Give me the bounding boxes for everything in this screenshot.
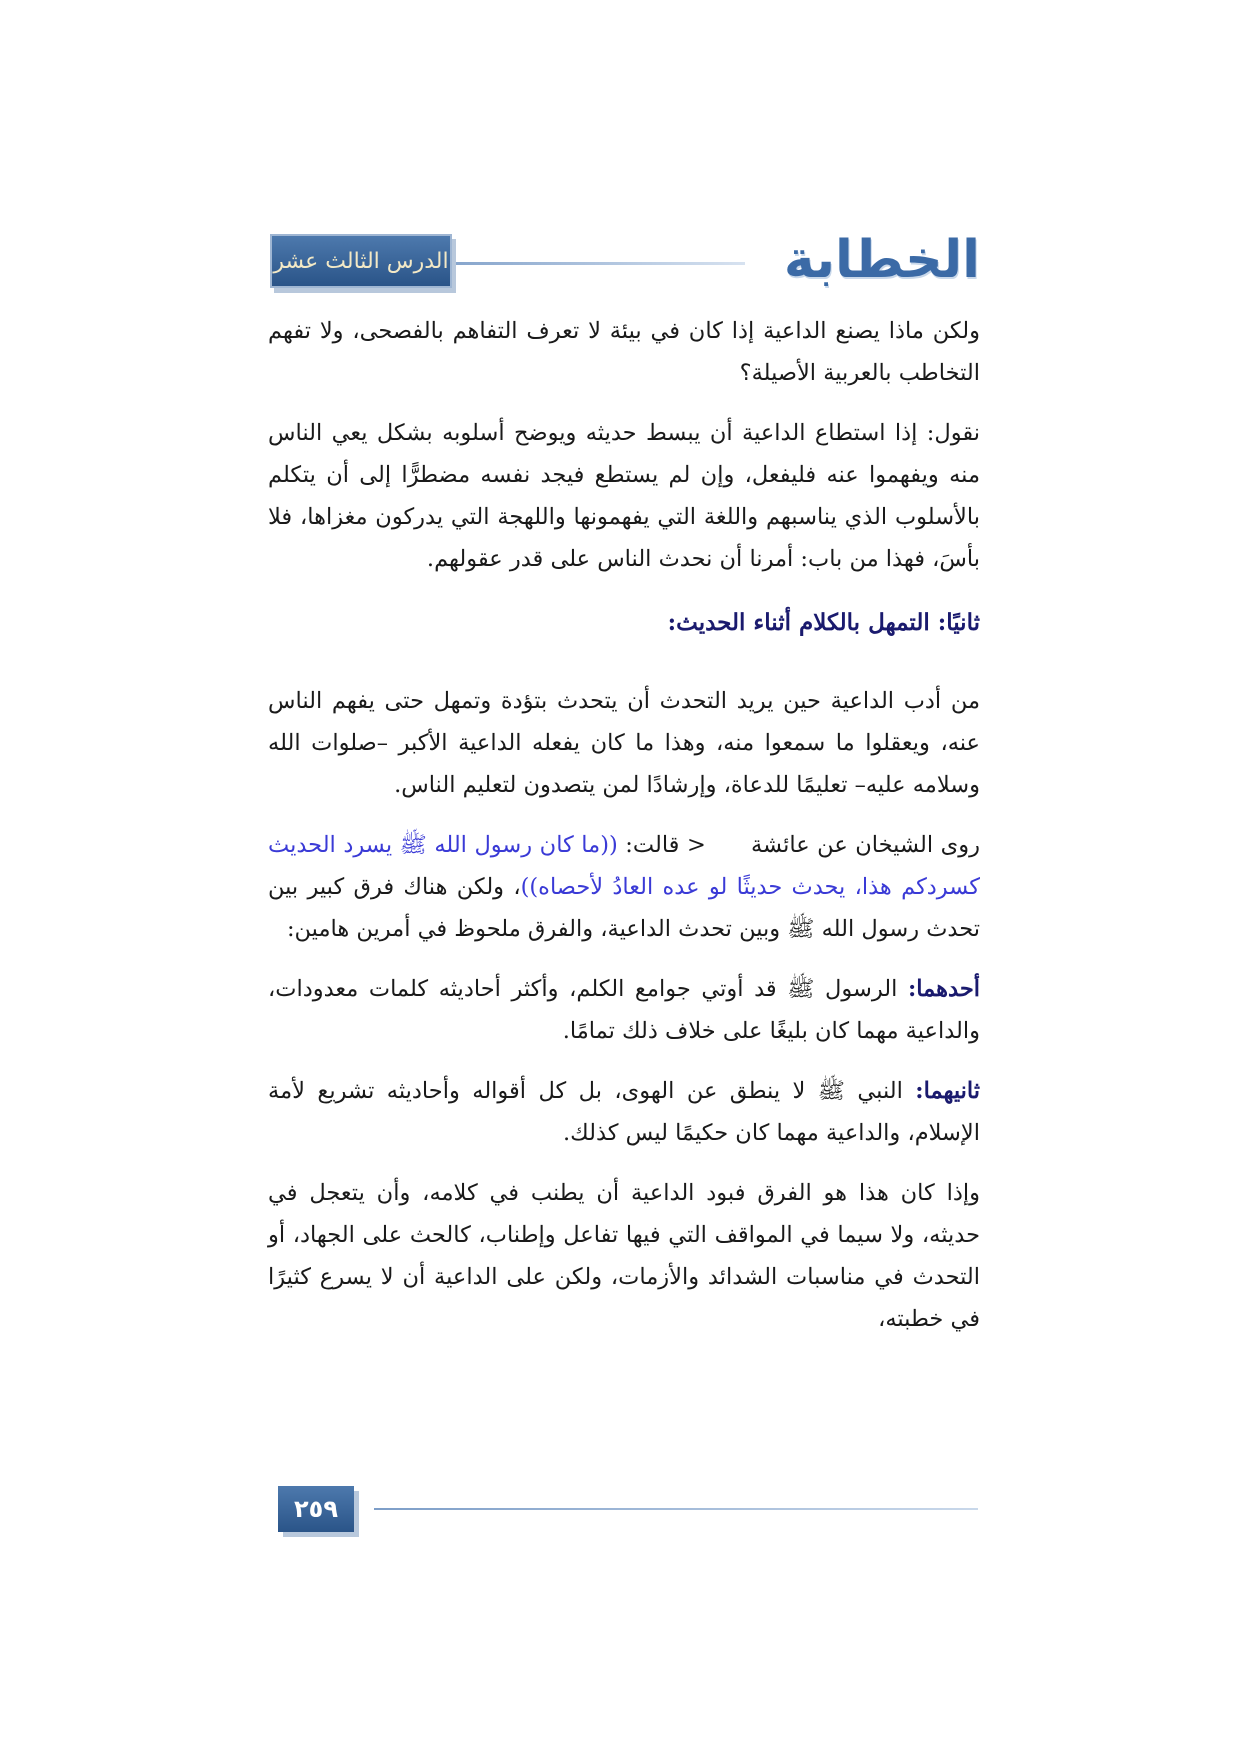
paragraph-hadith [268,824,980,950]
hadith-quote: ((ما كان رسول الله ﷺ يسرد الحديث كسردكم هذا، يحدث حديثًا لو عده العادُ لأحصاه)) [268,832,980,900]
honorific-mark: < [686,832,706,858]
page-number: ٢٥٩ [278,1486,354,1532]
hadith-commentary: ، ولكن هناك فرق كبير بين تحدث رسول الله ﷺ وبين تحدث الداعية، والفرق ملحوظ في أمرين هامين: [268,874,980,942]
first-difference-text: الرسول ﷺ قد أوتي جوامع الكلم، وأكثر أحاديثه كلمات معدودات، والداعية مهما كان بليغًا على خلاف ذلك تمامًا. [268,976,980,1044]
paragraph-answer: نقول: إذا استطاع الداعية أن يبسط حديثه ويوضح أسلوبه بشكل يعي الناس منه ويفهموا عنه فليفعل، وإن لم يستطع فيجد نفسه مضطرًّا إلى أن يتكلم بالأسلوب الذي يناسبهم واللغة التي يفهمونها واللهجة التي يدركون مغزاها، فلا بأسَ، فهذا من باب: أمرنا أن نحدث الناس على قدر عقولهم. [268,420,980,572]
paragraph-second-difference [268,1070,980,1154]
book-title: الخطابة [783,230,980,290]
second-difference-text: النبي ﷺ لا ينطق عن الهوى، بل كل أقواله وأحاديثه تشريع لأمة الإسلام، والداعية مهما كان حكيمًا ليس كذلك. [268,1078,980,1146]
page-footer [278,1486,978,1536]
page-header [270,232,980,298]
hadith-said: قالت: [625,832,680,858]
lesson-label: الدرس الثالث عشر [273,248,449,274]
hadith-intro: روى الشيخان عن عائشة [750,832,981,858]
second-difference-label: ثانيهما: [915,1078,980,1104]
lesson-badge [270,234,452,288]
footer-divider [374,1508,978,1510]
header-divider [420,262,745,265]
section-heading: ثانيًا: التمهل بالكلام أثناء الحديث: [667,609,980,636]
paragraph-conclusion: وإذا كان هذا هو الفرق فبود الداعية أن يطنب في كلامه، وأن يتعجل في حديثه، ولا سيما في المواقف التي فيها تفاعل وإطناب، كالحث على الجهاد، أو التحدث في مناسبات الشدائد والأزمات، ولكن على الداعية أن لا يسرع كثيرًا في خطبته، [268,1180,980,1332]
paragraph-first-difference [268,968,980,1052]
paragraph-etiquette: من أدب الداعية حين يريد التحدث أن يتحدث بتؤدة وتمهل حتى يفهم الناس عنه، ويعقلوا ما سمعوا منه، وهذا ما كان يفعله الداعية الأكبر –صلوات الله وسلامه عليه– تعليمًا للدعاة، وإرشادًا لمن يتصدون لتعليم الناس. [268,688,980,798]
first-difference-label: أحدهما: [907,976,980,1002]
page-body [268,310,980,1358]
paragraph-question: ولكن ماذا يصنع الداعية إذا كان في بيئة لا تعرف التفاهم بالفصحى، ولا تفهم التخاطب بالعربية الأصيلة؟ [268,318,980,386]
